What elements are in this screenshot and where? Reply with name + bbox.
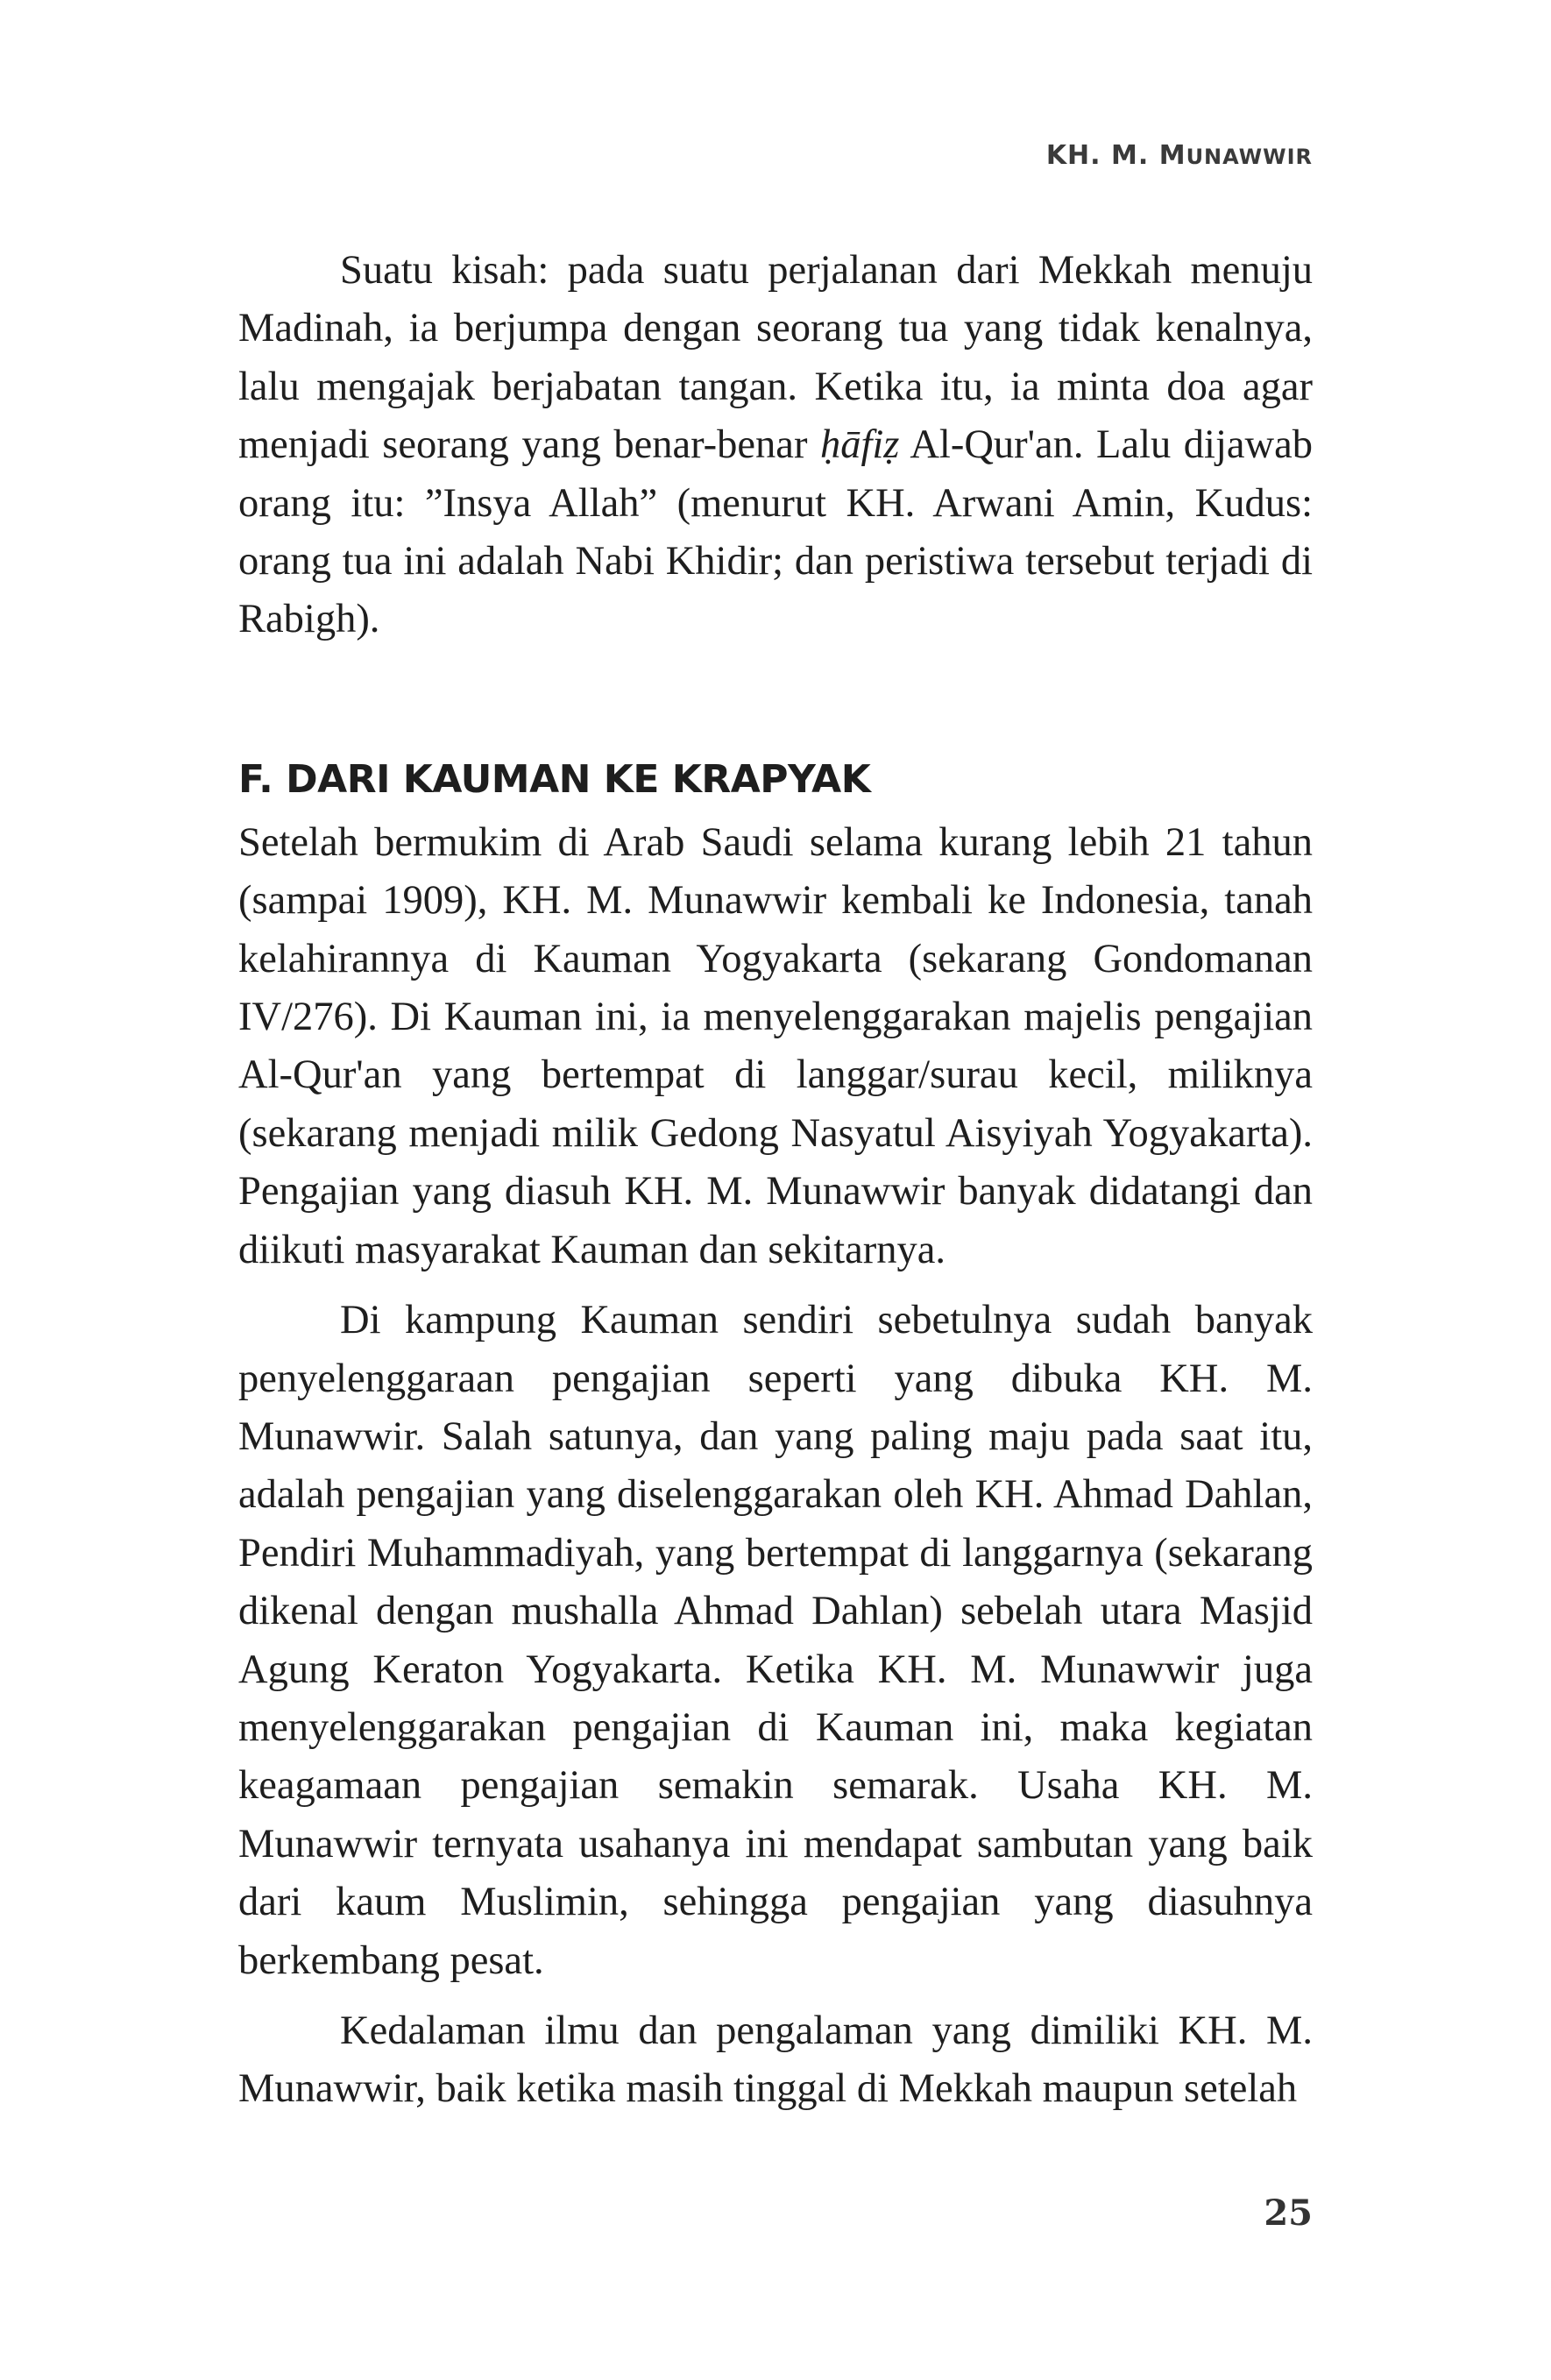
running-header-smallcaps: UNAWWIR — [1186, 145, 1313, 169]
paragraph-knowledge: Kedalaman ilmu dan pengalaman yang dimiliki KH. M. Munawwir, baik ketika masih tinggal di Mekkah maupun setelah — [238, 2008, 1313, 2112]
paragraph-return-to-indonesia: Setelah bermukim di Arab Saudi selama kurang lebih 21 tahun (sampai 1909), KH. M. Munawwir kembali ke Indonesia, tanah kelahirannya di Kauman Yogyakarta (sekarang Gondomanan IV/276). Di Kauman ini, ia menyelenggarakan majelis pengajian Al-Qur'an yang bertempat di langgar/surau kecil, miliknya (sekarang menjadi milik Gedong Nasyatul Aisyiyah Yogyakarta). Pengajian yang diasuh KH. M. Munawwir banyak didatangi dan diikuti masyarakat Kauman dan sekitarnya. — [238, 819, 1313, 1272]
section-heading: F. DARI KAUMAN KE KRAPYAK — [238, 756, 871, 802]
section-spacer — [238, 649, 1313, 749]
paragraph-story-part2: Al-Qur'an. Lalu dijawab orang itu: ”Insya Allah” (menurut KH. Arwani Amin, Kudus: orang tua ini adalah Nabi Khidir; dan peristiwa tersebut terjadi di Rabigh). — [238, 422, 1313, 642]
running-header — [1046, 140, 1313, 171]
paragraph-kauman-pengajian: Di kampung Kauman sendiri sebetulnya sudah banyak penyelenggaraan pengajian seperti yang dibuka KH. M. Munawwir. Salah satunya, dan yang paling maju pada saat itu, adalah pengajian yang diselenggarakan oleh KH. Ahmad Dahlan, Pendiri Muhammadiyah, yang bertempat di langgarnya (sekarang dikenal dengan mushalla Ahmad Dahlan) sebelah utara Masjid Agung Keraton Yogyakarta. Ketika KH. M. Munawwir juga menyelenggarakan pengajian di Kauman ini, maka kegiatan keagamaan pengajian semakin semarak. Usaha KH. M. Munawwir ternyata usahanya ini mendapat sambutan yang baik dari kaum Muslimin, sehingga pengajian yang diasuhnya berkembang pesat. — [238, 1298, 1313, 1983]
running-header-prefix: KH. M. M — [1045, 140, 1186, 171]
page-number: 25 — [1264, 2192, 1313, 2234]
body-text — [238, 242, 1313, 2119]
paragraph-story — [238, 242, 1313, 649]
paragraph-story-part1: Suatu kisah: pada suatu perjalanan dari Mekkah menuju Madinah, ia berjumpa dengan seorang tua yang tidak kenalnya, lalu mengajak berjabatan tangan. Ketika itu, ia minta doa agar menjadi seorang yang benar-benar — [238, 248, 1313, 468]
italic-term-hafiz: ḥāfiẓ — [819, 422, 900, 468]
